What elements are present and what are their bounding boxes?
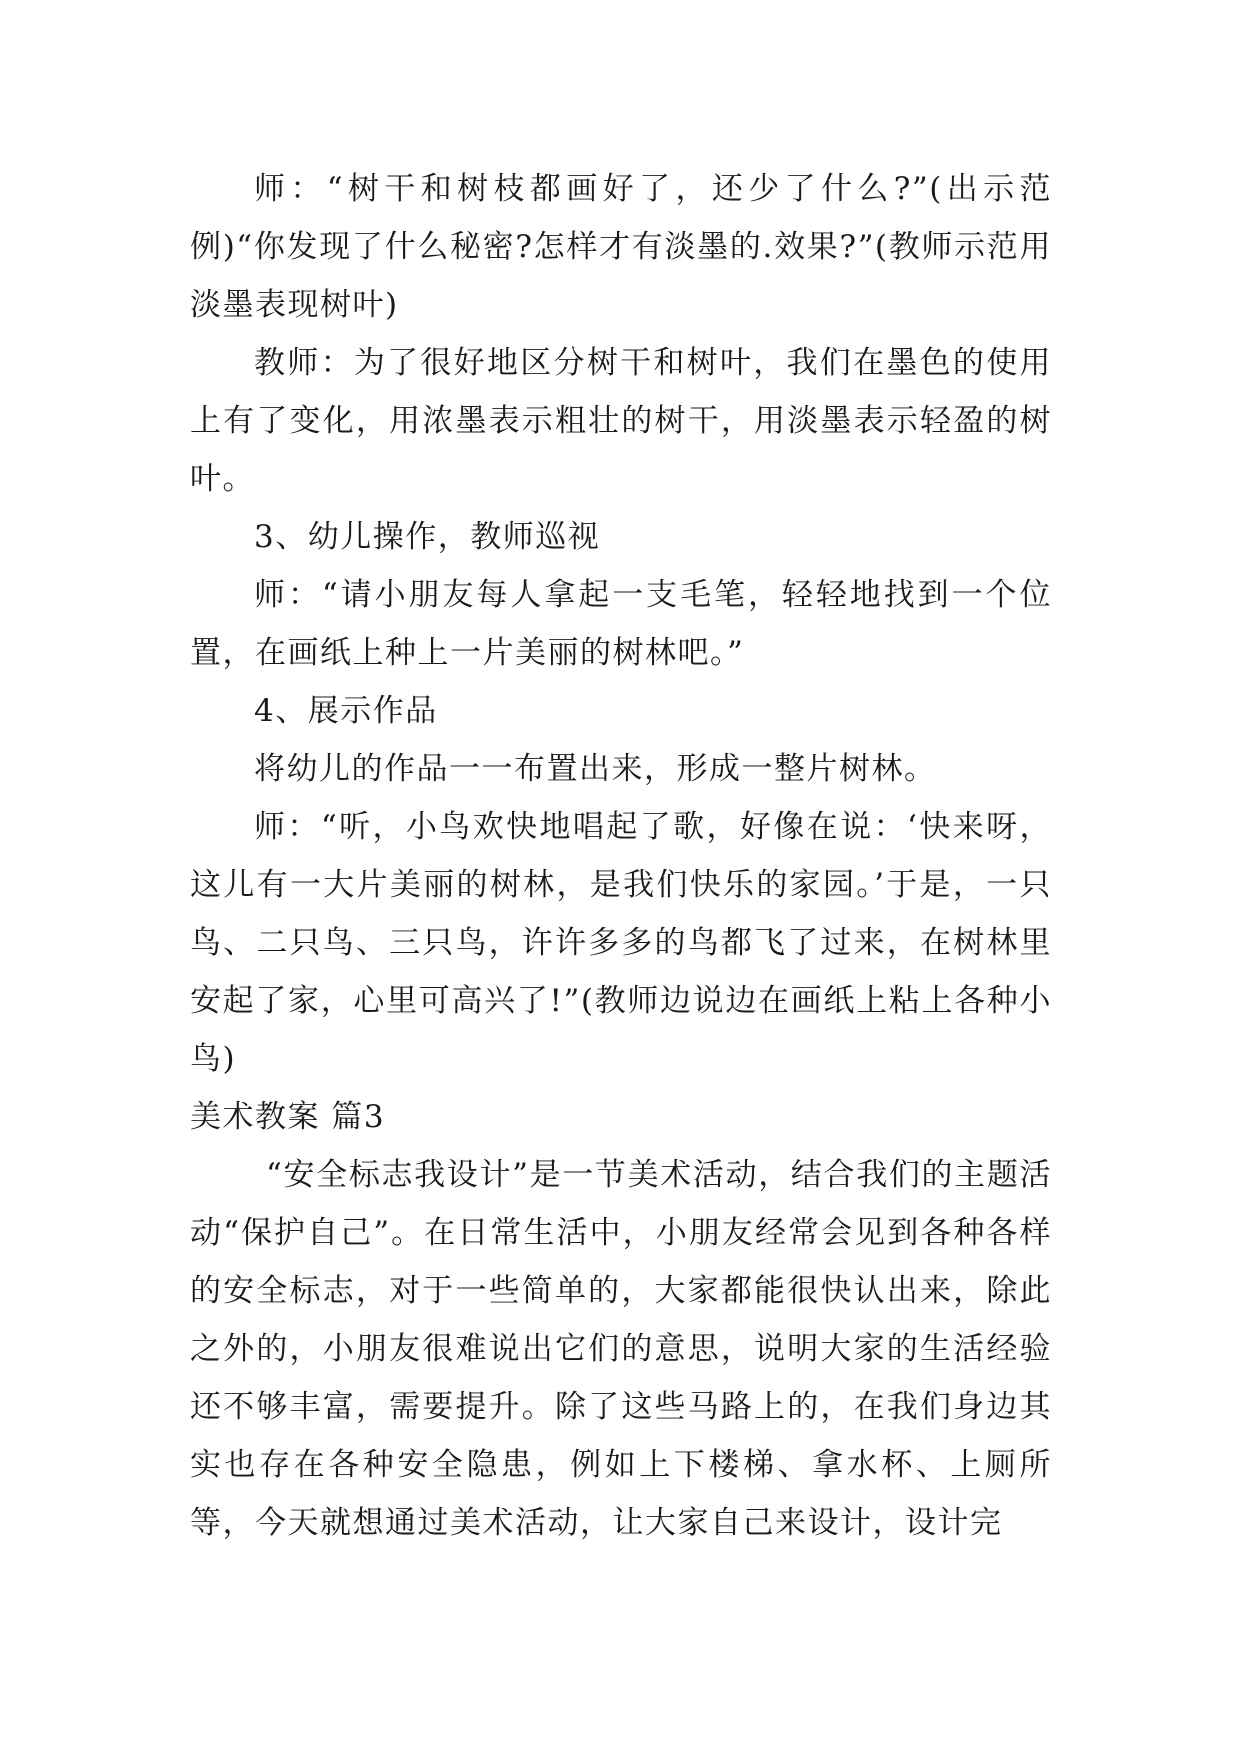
step-4-heading: 4、展示作品 (254, 693, 438, 729)
section-heading: 美术教案 篇3 (190, 1099, 386, 1135)
paragraph-teacher-question: 师：“树干和树枝都画好了，还少了什么?”(出示范例)“你发现了什么秘密?怎样才有淡墨的.效果?”(教师示范用淡墨表现树叶) (190, 171, 1052, 323)
paragraph-section-intro: “安全标志我设计”是一节美术活动，结合我们的主题活动“保护自己”。在日常生活中，小朋友经常会见到各种各样的安全标志，对于一些简单的，大家都能很快认出来，除此之外的，小朋友很难说出它们的意思，说明大家的生活经验还不够丰富，需要提升。除了这些马路上的，在我们身边其实也存在各种安全隐患，例如上下楼梯、拿水杯、上厕所等，今天就想通过美术活动，让大家自己来设计，设计完 (190, 1157, 1052, 1541)
step-3-heading: 3、幼儿操作，教师巡视 (254, 519, 601, 555)
paragraph-teacher-instruction: 师：“请小朋友每人拿起一支毛笔，轻轻地找到一个位置，在画纸上种上一片美丽的树林吧。” (190, 577, 1052, 671)
paragraph-display-works: 将幼儿的作品一一布置出来，形成一整片树林。 (254, 751, 937, 787)
document-body (190, 160, 1052, 1552)
paragraph-teacher-explanation: 教师：为了很好地区分树干和树叶，我们在墨色的使用上有了变化，用浓墨表示粗壮的树干，用淡墨表示轻盈的树叶。 (190, 345, 1052, 497)
paragraph-teacher-story: 师：“听，小鸟欢快地唱起了歌，好像在说：‘快来呀，这儿有一大片美丽的树林，是我们快乐的家园。’于是，一只鸟、二只鸟、三只鸟，许许多多的鸟都飞了过来，在树林里安起了家，心里可高兴了!”(教师边说边在画纸上粘上各种小鸟) (190, 809, 1052, 1077)
